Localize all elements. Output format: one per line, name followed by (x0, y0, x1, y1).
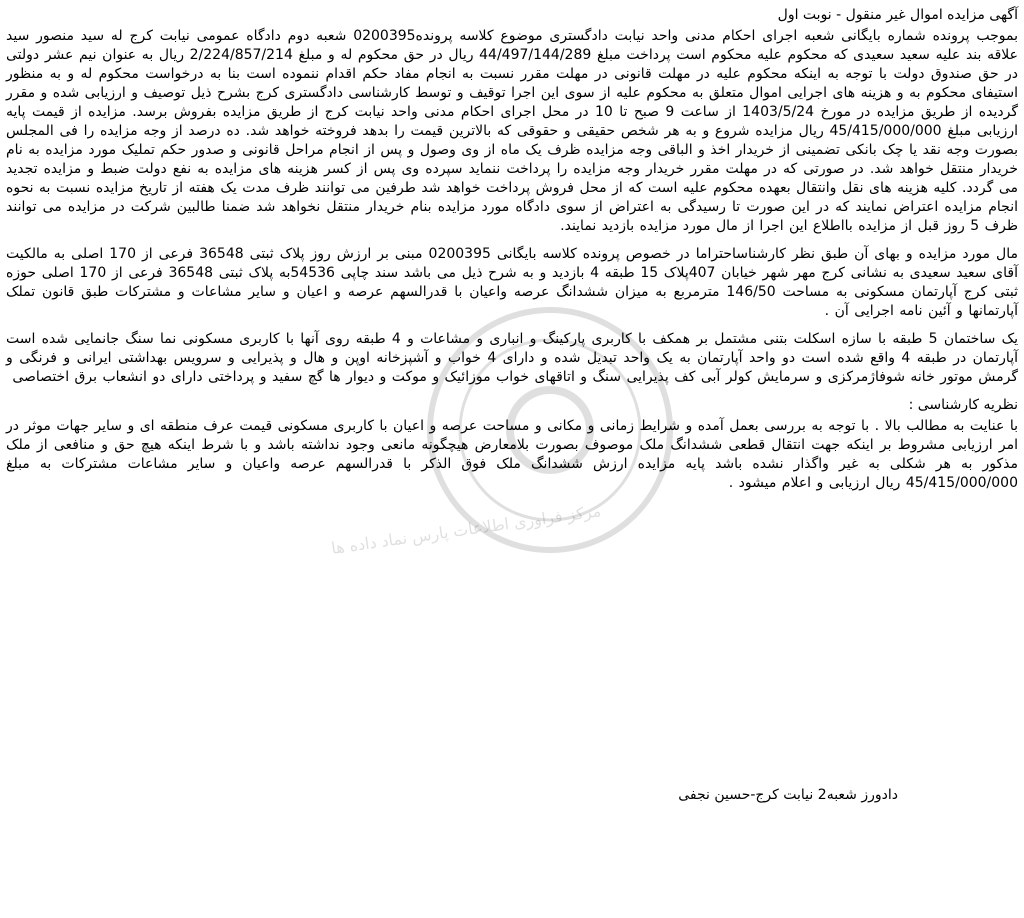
notice-paragraph-building: یک ساختمان 5 طبقه با سازه اسکلت بتنی مشتمل بر همکف با کاربری پارکینگ و انباری و مشاعات و 4 طبقه روی آنها با کاربری مسکونی نما سنگ جانمایی شده است آپارتمان در طبقه 4 واقع شده است دو واحد آپارتمان به یک واحد تبدیل شده و دارای 4 خواب و آشپزخانه اوپن و هال و پذیرایی و سرویس بهداشتی ایرانی و فرنگی و گرمش موتور خانه شوفاژمرکزی و سرمایش کولر آبی کف پذیرایی سنگ و اتاقهای خواب موزائیک و موکت و دیوار ها گچ سفید و پرداختی دارای دو انشعاب برق اختصاصی (6, 331, 1019, 385)
notice-paragraph-main: بموجب پرونده شماره بایگانی شعبه اجرای احکام مدنی واحد نیابت دادگستری موضوع کلاسه پرونده0200395 شعبه دوم دادگاه عمومی نیابت کرج له سید منصور سید علاقه بند علیه سعید سعیدی که محکوم علیه محکوم است پرداخت مبلغ 44/497/144/289 ریال در حق محکوم له و مبلغ 2/224/857/214 ریال به عنوان نیم عشر دولتی در حق صندوق دولت با توجه به اینکه محکوم علیه در مهلت قانونی در مهلت مقرر نسبت به انجام مفاد حکم اقدام ننموده است بنا به درخواست محکوم له و به منظور استیفای محکوم به و هزینه های اجرایی اموال متعلق به محکوم علیه از سوی این اجرا توقیف و توسط کارشناسی دادگستری کرج بشرح ذیل توصیف و ارزیابی شده و مقرر گردیده از طریق مزایده در مورخ 1403/5/24 از ساعت 9 صبح تا 10 در محل اجرای احکام مدنی واحد نیابت کرج از طریق مزایده بفروش برسد. مزایده از قیمت پایه ارزیابی مبلغ 45/415/000/000 ریال مزایده شروع و به هر شخص حقیقی و حقوقی که بالاترین قیمت را بدهد فروخته خواهد شد. ده درصد از وجه مزایده را فی المجلس بصورت وجه نقد یا چک بانکی تضمینی از خریدار اخذ و الباقی وجه مزایده ظرف یک ماه از وی وصول و پس از انجام مراحل قانونی و صدور حکم تملیک مورد مزایده به نام خریدار منتقل خواهد شد. در صورتی که در مهلت مقرر خریدار وجه مزایده را پرداخت ننماید سپرده وی پس از کسر هزینه های مزایده به نفع دولت ضبط و مزایده تجدید می گردد. کلیه هزینه های نقل وانتقال بعهده محکوم علیه است که از محل فروش پرداخت خواهد شد طرفین می توانند ظرف مدت یک هفته از تاریخ مزایده نسبت به نحوه انجام مزایده اعتراض نمایند که در این صورت تا رسیدگی به اعتراض از سوی دادگاه مورد مزایده بنام خریدار منتقل نخواهد شد ضمنا طالبین شرکت در مزایده می توانند ظرف 5 روز قبل از مزایده بااطلاع این اجرا از مال مورد مزایده بازدید نمایند. (6, 28, 1018, 234)
expert-opinion-text: با عنایت به مطالب بالا . با توجه به بررسی بعمل آمده و شرایط زمانی و مکانی و مساحت عرصه و اعیان با کاربری مسکونی قیمت عرف منطقه ای و سایر جهات موثر در امر ارزیابی مشروط بر اینکه جهت انتقال قطعی ششدانگ ملک موصوف بصورت بلامعارض هیچگونه مانعی وجود نداشته باشد و با شرط اینکه هیچ حق و منافعی از ملک مذکور به هر شکلی به غیر واگذار نشده باشد پایه مزایده ارزش ششدانگ ملک فوق الذکر با قدرالسهم عرصه واعیان و سایر مشاعات مشترکات به مبلغ 45/415/000/000 ریال ارزیابی و اعلام میشود . (6, 418, 1018, 491)
notice-title: آگهی مزایده اموال غیر منقول - نوبت اول (777, 7, 1018, 23)
signature: دادورز شعبه2 نیابت کرج-حسین نجفی (678, 787, 898, 803)
expert-opinion-heading: نظریه کارشناسی : (908, 397, 1018, 413)
watermark-text: مرکز فراوری اطلاعات پارس نماد داده ها (330, 501, 603, 558)
notice-paragraph-property: مال مورد مزایده و بهای آن طبق نظر کارشناساحتراما در خصوص پرونده کلاسه بایگانی 0200395 مبنی بر ارزش روز پلاک ثبتی 36548 فرعی از 170 اصلی به مالکیت آقای سعید سعیدی به نشانی کرج مهر شهر خیابان 407پلاک 15 طبقه 4 بازدید و به شرح ذیل می باشد سند چاپی 54536به پلاک ثبتی 36548 فرعی از 170 اصلی حوزه ثبتی کرج آپارتمان مسکونی به مساحت 146/50 مترمربع به میزان ششدانگ عرصه واعیان با قدرالسهم عرصه و اعیان و سایر مشاعات و مشترکات طبق قانون تملک آپارتمانها و آئین نامه اجرایی آن . (6, 246, 1018, 319)
